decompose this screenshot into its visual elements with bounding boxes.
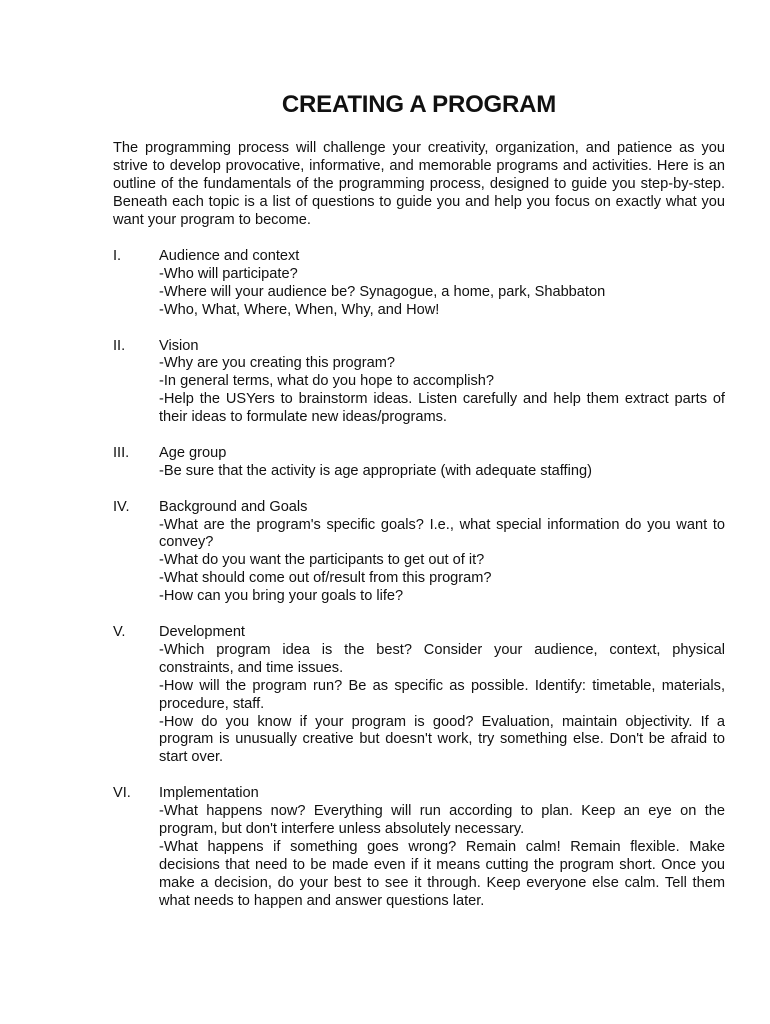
guiding-question: -How can you bring your goals to life? — [159, 588, 404, 605]
intro-paragraph: The programming process will challenge your creativity, organization, and patience as you strive to develop provocative, informative, and memorable programs and activities. Here is an outline of the fundamentals of the programming process, designed to guide you step-by-step. Beneath each topic is a list of questions to guide you and help you focus on exactly what you want your program to become. — [113, 140, 725, 228]
guiding-question: -What should come out of/result from this program? — [159, 570, 492, 587]
section-numeral: II. — [113, 337, 126, 354]
section-numeral: V. — [113, 623, 126, 640]
guiding-question: -Help the USYers to brainstorm ideas. Listen carefully and help them extract parts of their ideas to formulate new ideas/programs. — [159, 391, 725, 426]
program-outline — [113, 248, 725, 928]
guiding-question: -Which program idea is the best? Consider your audience, context, physical constraints, and time issues. — [159, 641, 725, 676]
guiding-question: -What happens if something goes wrong? Remain calm! Remain flexible. Make decisions that need to be made even if it means cutting the program short. Once you make a decision, do your best to see it through. Keep everyone else calm. Tell them what needs to happen and answer questions later. — [159, 838, 725, 909]
section-title: Vision — [159, 337, 199, 354]
outline-section — [113, 338, 725, 428]
section-title: Implementation — [159, 785, 259, 802]
guiding-question: -Why are you creating this program? — [159, 355, 396, 372]
guiding-question: -What are the program's specific goals? I.e., what special information do you want to convey? — [159, 516, 725, 551]
section-numeral: VI. — [113, 785, 131, 802]
guiding-question: -Who, What, Where, When, Why, and How! — [159, 301, 440, 318]
section-title: Age group — [159, 444, 227, 461]
section-title: Audience and context — [159, 248, 300, 264]
outline-section — [113, 445, 725, 481]
guiding-question: -Be sure that the activity is age appropriate (with adequate staffing) — [159, 462, 592, 479]
section-numeral: IV. — [113, 498, 130, 515]
outline-section — [113, 624, 725, 767]
section-title: Development — [159, 623, 245, 640]
outline-section — [113, 499, 725, 606]
guiding-question: -In general terms, what do you hope to accomplish? — [159, 373, 495, 390]
guiding-question: -Who will participate? — [159, 265, 298, 282]
guiding-question: -What happens now? Everything will run according to plan. Keep an eye on the program, but don't interfere unless absolutely necessary. — [159, 803, 725, 837]
guiding-question: -What do you want the participants to get out of it? — [159, 552, 485, 569]
section-title: Background and Goals — [159, 498, 308, 515]
outline-section — [113, 785, 725, 910]
section-numeral: III. — [113, 444, 130, 461]
page-title: CREATING A PROGRAM — [281, 91, 557, 118]
guiding-question: -How do you know if your program is good? Evaluation, maintain objectivity. If a program is unusually creative but doesn't work, try something else. Don't be afraid to start over. — [159, 713, 725, 766]
guiding-question: -Where will your audience be? Synagogue, a home, park, Shabbaton — [159, 283, 606, 300]
outline-section — [113, 248, 725, 320]
section-numeral: I. — [113, 248, 122, 264]
guiding-question: -How will the program run? Be as specific as possible. Identify: timetable, materials, procedure, staff. — [159, 677, 725, 712]
